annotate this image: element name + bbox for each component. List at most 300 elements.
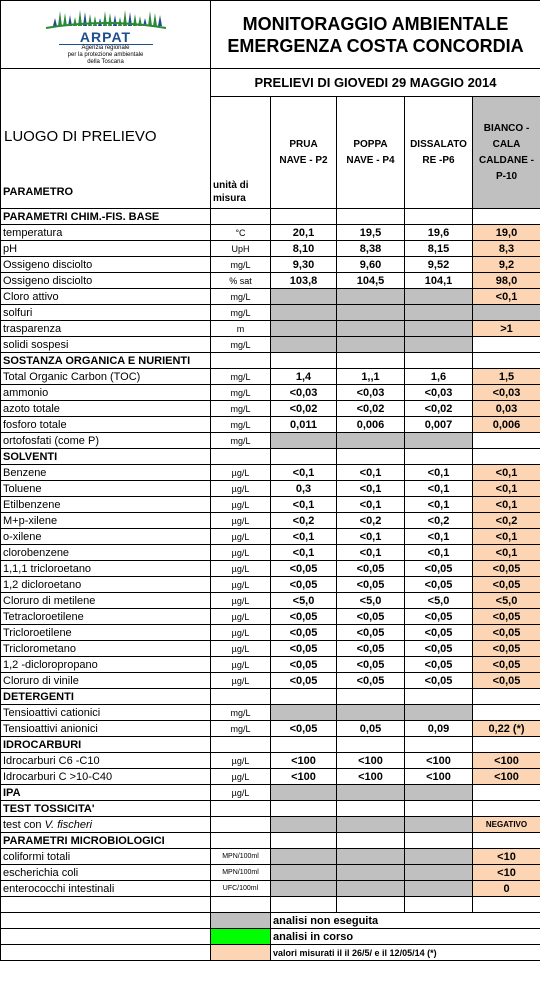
- spacer-row: [1, 897, 540, 913]
- param-name: [1, 545, 211, 561]
- table-row: [1, 513, 540, 529]
- value-cell: <0,1: [337, 465, 405, 481]
- col-header-p4: POPPA NAVE - P4: [337, 97, 405, 209]
- value-cell: <0,05: [473, 673, 540, 689]
- value-cell: [271, 689, 337, 705]
- title-line-2: EMERGENZA COSTA CONCORDIA: [227, 35, 524, 56]
- param-species: V. fischeri: [44, 818, 93, 831]
- value-cell: [337, 817, 405, 833]
- param-label: Total Organic Carbon (TOC): [3, 370, 141, 383]
- param-label: Cloro attivo: [3, 290, 59, 303]
- param-label: Idrocarburi C6 -C10: [3, 754, 100, 767]
- value-cell: <0,05: [405, 641, 473, 657]
- param-name: [1, 881, 211, 897]
- param-label: solfuri: [3, 306, 33, 319]
- param-label: Tensioattivi anionici: [3, 722, 98, 735]
- param-label: solidi sospesi: [3, 338, 69, 351]
- table-row: [1, 561, 540, 577]
- value-cell: [271, 449, 337, 465]
- param-label: ortofosfati (come P): [3, 434, 99, 447]
- param-label: Idrocarburi C >10-C40: [3, 770, 113, 783]
- value-cell: <5,0: [405, 593, 473, 609]
- section-row: [1, 449, 540, 465]
- unit-cell: µg/L: [211, 769, 271, 785]
- param-name: [1, 721, 211, 737]
- table-row: [1, 849, 540, 865]
- param-name: [1, 497, 211, 513]
- value-cell: <0,05: [473, 577, 540, 593]
- value-cell: [337, 689, 405, 705]
- value-cell: 0,006: [337, 417, 405, 433]
- value-cell: <5,0: [337, 593, 405, 609]
- value-cell: <0,1: [405, 529, 473, 545]
- param-name: [1, 769, 211, 785]
- value-cell: <0,05: [473, 561, 540, 577]
- param-label: Triclorometano: [3, 642, 76, 655]
- value-cell: [271, 305, 337, 321]
- legend-text: analisi in corso: [271, 929, 540, 945]
- param-name: [1, 305, 211, 321]
- legend-row: [1, 945, 540, 961]
- value-cell: 0,011: [271, 417, 337, 433]
- unit-header-top: [211, 97, 271, 177]
- value-cell: [473, 449, 540, 465]
- param-name: [1, 369, 211, 385]
- value-cell: [473, 737, 540, 753]
- value-cell: <0,1: [271, 497, 337, 513]
- param-label: Toluene: [3, 482, 42, 495]
- param-label: 1,2 -dicloropropano: [3, 658, 98, 671]
- blank-cell: [1, 897, 211, 913]
- value-cell: [405, 705, 473, 721]
- blank-cell: [1, 929, 211, 945]
- section-row: [1, 209, 540, 225]
- table-row: [1, 385, 540, 401]
- value-cell: <0,05: [271, 609, 337, 625]
- table-row: [1, 273, 540, 289]
- value-cell: [405, 353, 473, 369]
- value-cell: [405, 289, 473, 305]
- value-cell: <0,1: [337, 481, 405, 497]
- value-cell: [337, 433, 405, 449]
- value-cell: [337, 801, 405, 817]
- unit-cell: µg/L: [211, 593, 271, 609]
- param-label: trasparenza: [3, 322, 62, 335]
- value-cell: <5,0: [271, 593, 337, 609]
- param-name: [1, 401, 211, 417]
- value-cell: <0,05: [337, 657, 405, 673]
- value-cell: <0,05: [337, 609, 405, 625]
- value-cell: 9,2: [473, 257, 540, 273]
- value-cell: [337, 833, 405, 849]
- param-label: Ossigeno disciolto: [3, 274, 93, 287]
- section-title: SOSTANZA ORGANICA E NURIENTI: [1, 353, 211, 369]
- value-cell: [337, 289, 405, 305]
- value-cell: [271, 785, 337, 801]
- unit-cell: mg/L: [211, 433, 271, 449]
- title-line-1: MONITORAGGIO AMBIENTALE: [242, 13, 509, 34]
- value-cell: [271, 881, 337, 897]
- value-cell: [405, 337, 473, 353]
- unit-cell: [211, 449, 271, 465]
- section-row: [1, 353, 540, 369]
- unit-cell: µg/L: [211, 641, 271, 657]
- tree-mark: [58, 11, 62, 26]
- value-cell: NEGATIVO: [473, 817, 540, 833]
- blank-cell: [405, 897, 473, 913]
- tree-mark: [153, 13, 157, 26]
- param-label: enterococchi intestinali: [3, 882, 115, 895]
- value-cell: <0,05: [405, 657, 473, 673]
- value-cell: 0,03: [473, 401, 540, 417]
- blank-cell: [1, 945, 211, 961]
- value-cell: 1,5: [473, 369, 540, 385]
- param-label: ammonio: [3, 386, 49, 399]
- blank-cell: [1, 913, 211, 929]
- unit-cell: µg/L: [211, 577, 271, 593]
- param-name: [1, 417, 211, 433]
- value-cell: <0,05: [405, 577, 473, 593]
- value-cell: <0,05: [271, 561, 337, 577]
- param-name: [1, 673, 211, 689]
- value-cell: 9,60: [337, 257, 405, 273]
- value-cell: <0,03: [405, 385, 473, 401]
- value-cell: 0,006: [473, 417, 540, 433]
- value-cell: [271, 209, 337, 225]
- tree-mark: [53, 18, 57, 26]
- value-cell: 104,1: [405, 273, 473, 289]
- param-name: [1, 593, 211, 609]
- unit-cell: µg/L: [211, 545, 271, 561]
- param-name: [1, 577, 211, 593]
- param-name: [1, 225, 211, 241]
- value-cell: 0,007: [405, 417, 473, 433]
- value-cell: <0,2: [473, 513, 540, 529]
- param-label: Cloruro di metilene: [3, 594, 96, 607]
- value-cell: [337, 449, 405, 465]
- value-cell: [405, 449, 473, 465]
- unit-cell: [211, 209, 271, 225]
- section-title: DETERGENTI: [1, 689, 211, 705]
- param-label: test con: [3, 818, 42, 831]
- param-name: [1, 465, 211, 481]
- value-cell: [337, 865, 405, 881]
- value-cell: <0,1: [337, 529, 405, 545]
- value-cell: <0,2: [271, 513, 337, 529]
- param-name: [1, 657, 211, 673]
- unit-cell: µg/L: [211, 753, 271, 769]
- value-cell: <0,05: [473, 609, 540, 625]
- tree-mark: [148, 11, 152, 26]
- unit-cell: [211, 737, 271, 753]
- unit-cell: UpH: [211, 241, 271, 257]
- value-cell: [405, 865, 473, 881]
- value-cell: 9,52: [405, 257, 473, 273]
- param-name: [1, 753, 211, 769]
- value-cell: <0,03: [271, 385, 337, 401]
- value-cell: <0,05: [337, 625, 405, 641]
- value-cell: <5,0: [473, 593, 540, 609]
- value-cell: <0,05: [271, 577, 337, 593]
- param-label: pH: [3, 242, 18, 255]
- value-cell: <0,1: [337, 545, 405, 561]
- value-cell: 19,5: [337, 225, 405, 241]
- value-cell: [271, 433, 337, 449]
- unit-cell: mg/L: [211, 369, 271, 385]
- legend-swatch: [211, 945, 271, 961]
- value-cell: 1,,1: [337, 369, 405, 385]
- table-row: [1, 289, 540, 305]
- report-title: [211, 1, 540, 69]
- legend-row: [1, 929, 540, 945]
- table-row: [1, 721, 540, 737]
- table-row: [1, 337, 540, 353]
- param-label: Tensioattivi cationici: [3, 706, 101, 719]
- unit-cell: [211, 817, 271, 833]
- value-cell: <100: [473, 769, 540, 785]
- param-label: temperatura: [3, 226, 63, 239]
- section-title: IDROCARBURI: [1, 737, 211, 753]
- value-cell: [337, 209, 405, 225]
- unit-cell: µg/L: [211, 673, 271, 689]
- tree-mark: [158, 15, 162, 26]
- unit-cell: µg/L: [211, 785, 271, 801]
- value-cell: [337, 785, 405, 801]
- logo-cell: [1, 1, 211, 69]
- table-row: [1, 257, 540, 273]
- table-row: [1, 657, 540, 673]
- unit-cell: % sat: [211, 273, 271, 289]
- table-row: [1, 609, 540, 625]
- value-cell: <0,05: [405, 625, 473, 641]
- value-cell: <10: [473, 865, 540, 881]
- param-name: [1, 273, 211, 289]
- unit-cell: µg/L: [211, 657, 271, 673]
- table-row: [1, 593, 540, 609]
- value-cell: <0,05: [337, 577, 405, 593]
- value-cell: [271, 801, 337, 817]
- value-cell: [405, 817, 473, 833]
- value-cell: 8,3: [473, 241, 540, 257]
- param-name: [1, 625, 211, 641]
- org-sub-1: Agenzia regionale: [81, 44, 130, 51]
- value-cell: <0,2: [405, 513, 473, 529]
- param-name: [1, 481, 211, 497]
- tree-mark: [108, 13, 112, 26]
- value-cell: <0,1: [405, 481, 473, 497]
- param-label: coliformi totali: [3, 850, 71, 863]
- section-row: [1, 833, 540, 849]
- value-cell: <0,1: [271, 529, 337, 545]
- value-cell: 0,3: [271, 481, 337, 497]
- col-header-p6: DISSALATO RE -P6: [405, 97, 473, 209]
- unit-cell: MPN/100ml: [211, 849, 271, 865]
- value-cell: [271, 321, 337, 337]
- value-cell: <100: [405, 769, 473, 785]
- blank-cell: [271, 897, 337, 913]
- value-cell: [473, 433, 540, 449]
- value-cell: [405, 209, 473, 225]
- value-cell: <0,05: [271, 641, 337, 657]
- value-cell: <0,1: [473, 529, 540, 545]
- param-name: [1, 641, 211, 657]
- value-cell: 9,30: [271, 257, 337, 273]
- value-cell: <0,05: [337, 561, 405, 577]
- value-cell: [337, 305, 405, 321]
- value-cell: 0: [473, 881, 540, 897]
- unit-cell: µg/L: [211, 625, 271, 641]
- table-row: [1, 481, 540, 497]
- value-cell: [473, 833, 540, 849]
- param-name: [1, 257, 211, 273]
- table-row: [1, 305, 540, 321]
- param-name: [1, 321, 211, 337]
- value-cell: [473, 353, 540, 369]
- section-title: IPA: [1, 785, 211, 801]
- value-cell: <0,02: [337, 401, 405, 417]
- unit-cell: mg/L: [211, 305, 271, 321]
- tree-mark: [113, 15, 117, 26]
- value-cell: <0,03: [337, 385, 405, 401]
- unit-cell: [211, 801, 271, 817]
- value-cell: [271, 865, 337, 881]
- value-cell: [473, 337, 540, 353]
- legend-text: analisi non eseguita: [271, 913, 540, 929]
- value-cell: <0,05: [271, 657, 337, 673]
- value-cell: [405, 737, 473, 753]
- param-name: [1, 849, 211, 865]
- blank-cell: [211, 897, 271, 913]
- value-cell: [271, 353, 337, 369]
- blank-cell: [337, 897, 405, 913]
- value-cell: [473, 705, 540, 721]
- value-cell: [337, 353, 405, 369]
- value-cell: [405, 785, 473, 801]
- legend-row: [1, 913, 540, 929]
- value-cell: [337, 337, 405, 353]
- value-cell: <0,05: [473, 657, 540, 673]
- table-row: [1, 321, 540, 337]
- value-cell: <0,1: [473, 465, 540, 481]
- value-cell: [405, 433, 473, 449]
- value-cell: <0,1: [405, 465, 473, 481]
- param-label: Tricloroetilene: [3, 626, 72, 639]
- value-cell: 103,8: [271, 273, 337, 289]
- value-cell: [405, 689, 473, 705]
- table-row: [1, 433, 540, 449]
- unit-cell: mg/L: [211, 705, 271, 721]
- table-row: [1, 577, 540, 593]
- value-cell: <100: [337, 769, 405, 785]
- unit-cell: mg/L: [211, 257, 271, 273]
- value-cell: [337, 321, 405, 337]
- unit-cell: µg/L: [211, 497, 271, 513]
- param-label: 1,2 dicloroetano: [3, 578, 82, 591]
- param-label: escherichia coli: [3, 866, 79, 879]
- value-cell: 19,0: [473, 225, 540, 241]
- value-cell: 0,22 (*): [473, 721, 540, 737]
- value-cell: <0,1: [473, 481, 540, 497]
- value-cell: <0,05: [473, 641, 540, 657]
- value-cell: [337, 737, 405, 753]
- value-cell: <0,1: [337, 497, 405, 513]
- tree-mark: [118, 17, 122, 26]
- value-cell: <0,1: [271, 465, 337, 481]
- value-cell: [337, 849, 405, 865]
- value-cell: 19,6: [405, 225, 473, 241]
- value-cell: <100: [473, 753, 540, 769]
- unit-cell: [211, 689, 271, 705]
- table-row: [1, 769, 540, 785]
- section-title: SOLVENTI: [1, 449, 211, 465]
- param-label: Cloruro di vinile: [3, 674, 79, 687]
- param-name: [1, 529, 211, 545]
- legend-text: valori misurati il il 26/5/ e il 12/05/14 (*): [271, 945, 540, 961]
- value-cell: <0,2: [337, 513, 405, 529]
- trees-logo-icon: [41, 4, 171, 30]
- value-cell: 104,5: [337, 273, 405, 289]
- value-cell: <0,02: [271, 401, 337, 417]
- org-name: ARPAT: [79, 28, 132, 45]
- value-cell: [405, 833, 473, 849]
- table-row: [1, 705, 540, 721]
- unit-cell: [211, 353, 271, 369]
- unit-cell: µg/L: [211, 561, 271, 577]
- value-cell: [271, 817, 337, 833]
- value-cell: [271, 289, 337, 305]
- org-sub-3: della Toscana: [87, 58, 124, 65]
- table-row: [1, 673, 540, 689]
- table-row: [1, 497, 540, 513]
- value-cell: <0,05: [271, 673, 337, 689]
- tree-mark: [98, 18, 102, 26]
- value-cell: <0,1: [473, 289, 540, 305]
- unit-cell: m: [211, 321, 271, 337]
- param-name: [1, 817, 211, 833]
- value-cell: <0,05: [337, 673, 405, 689]
- value-cell: [405, 849, 473, 865]
- unit-cell: mg/L: [211, 385, 271, 401]
- section-row: [1, 801, 540, 817]
- unita-label: unità di misura: [211, 177, 271, 209]
- logo-bottom: [1, 69, 211, 97]
- value-cell: [271, 337, 337, 353]
- value-cell: <10: [473, 849, 540, 865]
- table-row: [1, 865, 540, 881]
- value-cell: <0,1: [405, 497, 473, 513]
- value-cell: [337, 705, 405, 721]
- unit-cell: MPN/100ml: [211, 865, 271, 881]
- param-name: [1, 385, 211, 401]
- param-name: [1, 241, 211, 257]
- value-cell: [271, 833, 337, 849]
- org-sub-2: per la protezione ambientale: [67, 51, 144, 58]
- value-cell: <100: [271, 753, 337, 769]
- value-cell: <0,1: [271, 545, 337, 561]
- value-cell: [337, 881, 405, 897]
- param-name: [1, 561, 211, 577]
- unit-cell: mg/L: [211, 289, 271, 305]
- table-row: [1, 241, 540, 257]
- section-title: TEST TOSSICITA': [1, 801, 211, 817]
- col-header-p10: BIANCO - CALA CALDANE - P-10: [473, 97, 540, 209]
- table-row: [1, 625, 540, 641]
- param-name: [1, 705, 211, 721]
- value-cell: <0,1: [405, 545, 473, 561]
- value-cell: >1: [473, 321, 540, 337]
- value-cell: <0,1: [473, 497, 540, 513]
- value-cell: [405, 881, 473, 897]
